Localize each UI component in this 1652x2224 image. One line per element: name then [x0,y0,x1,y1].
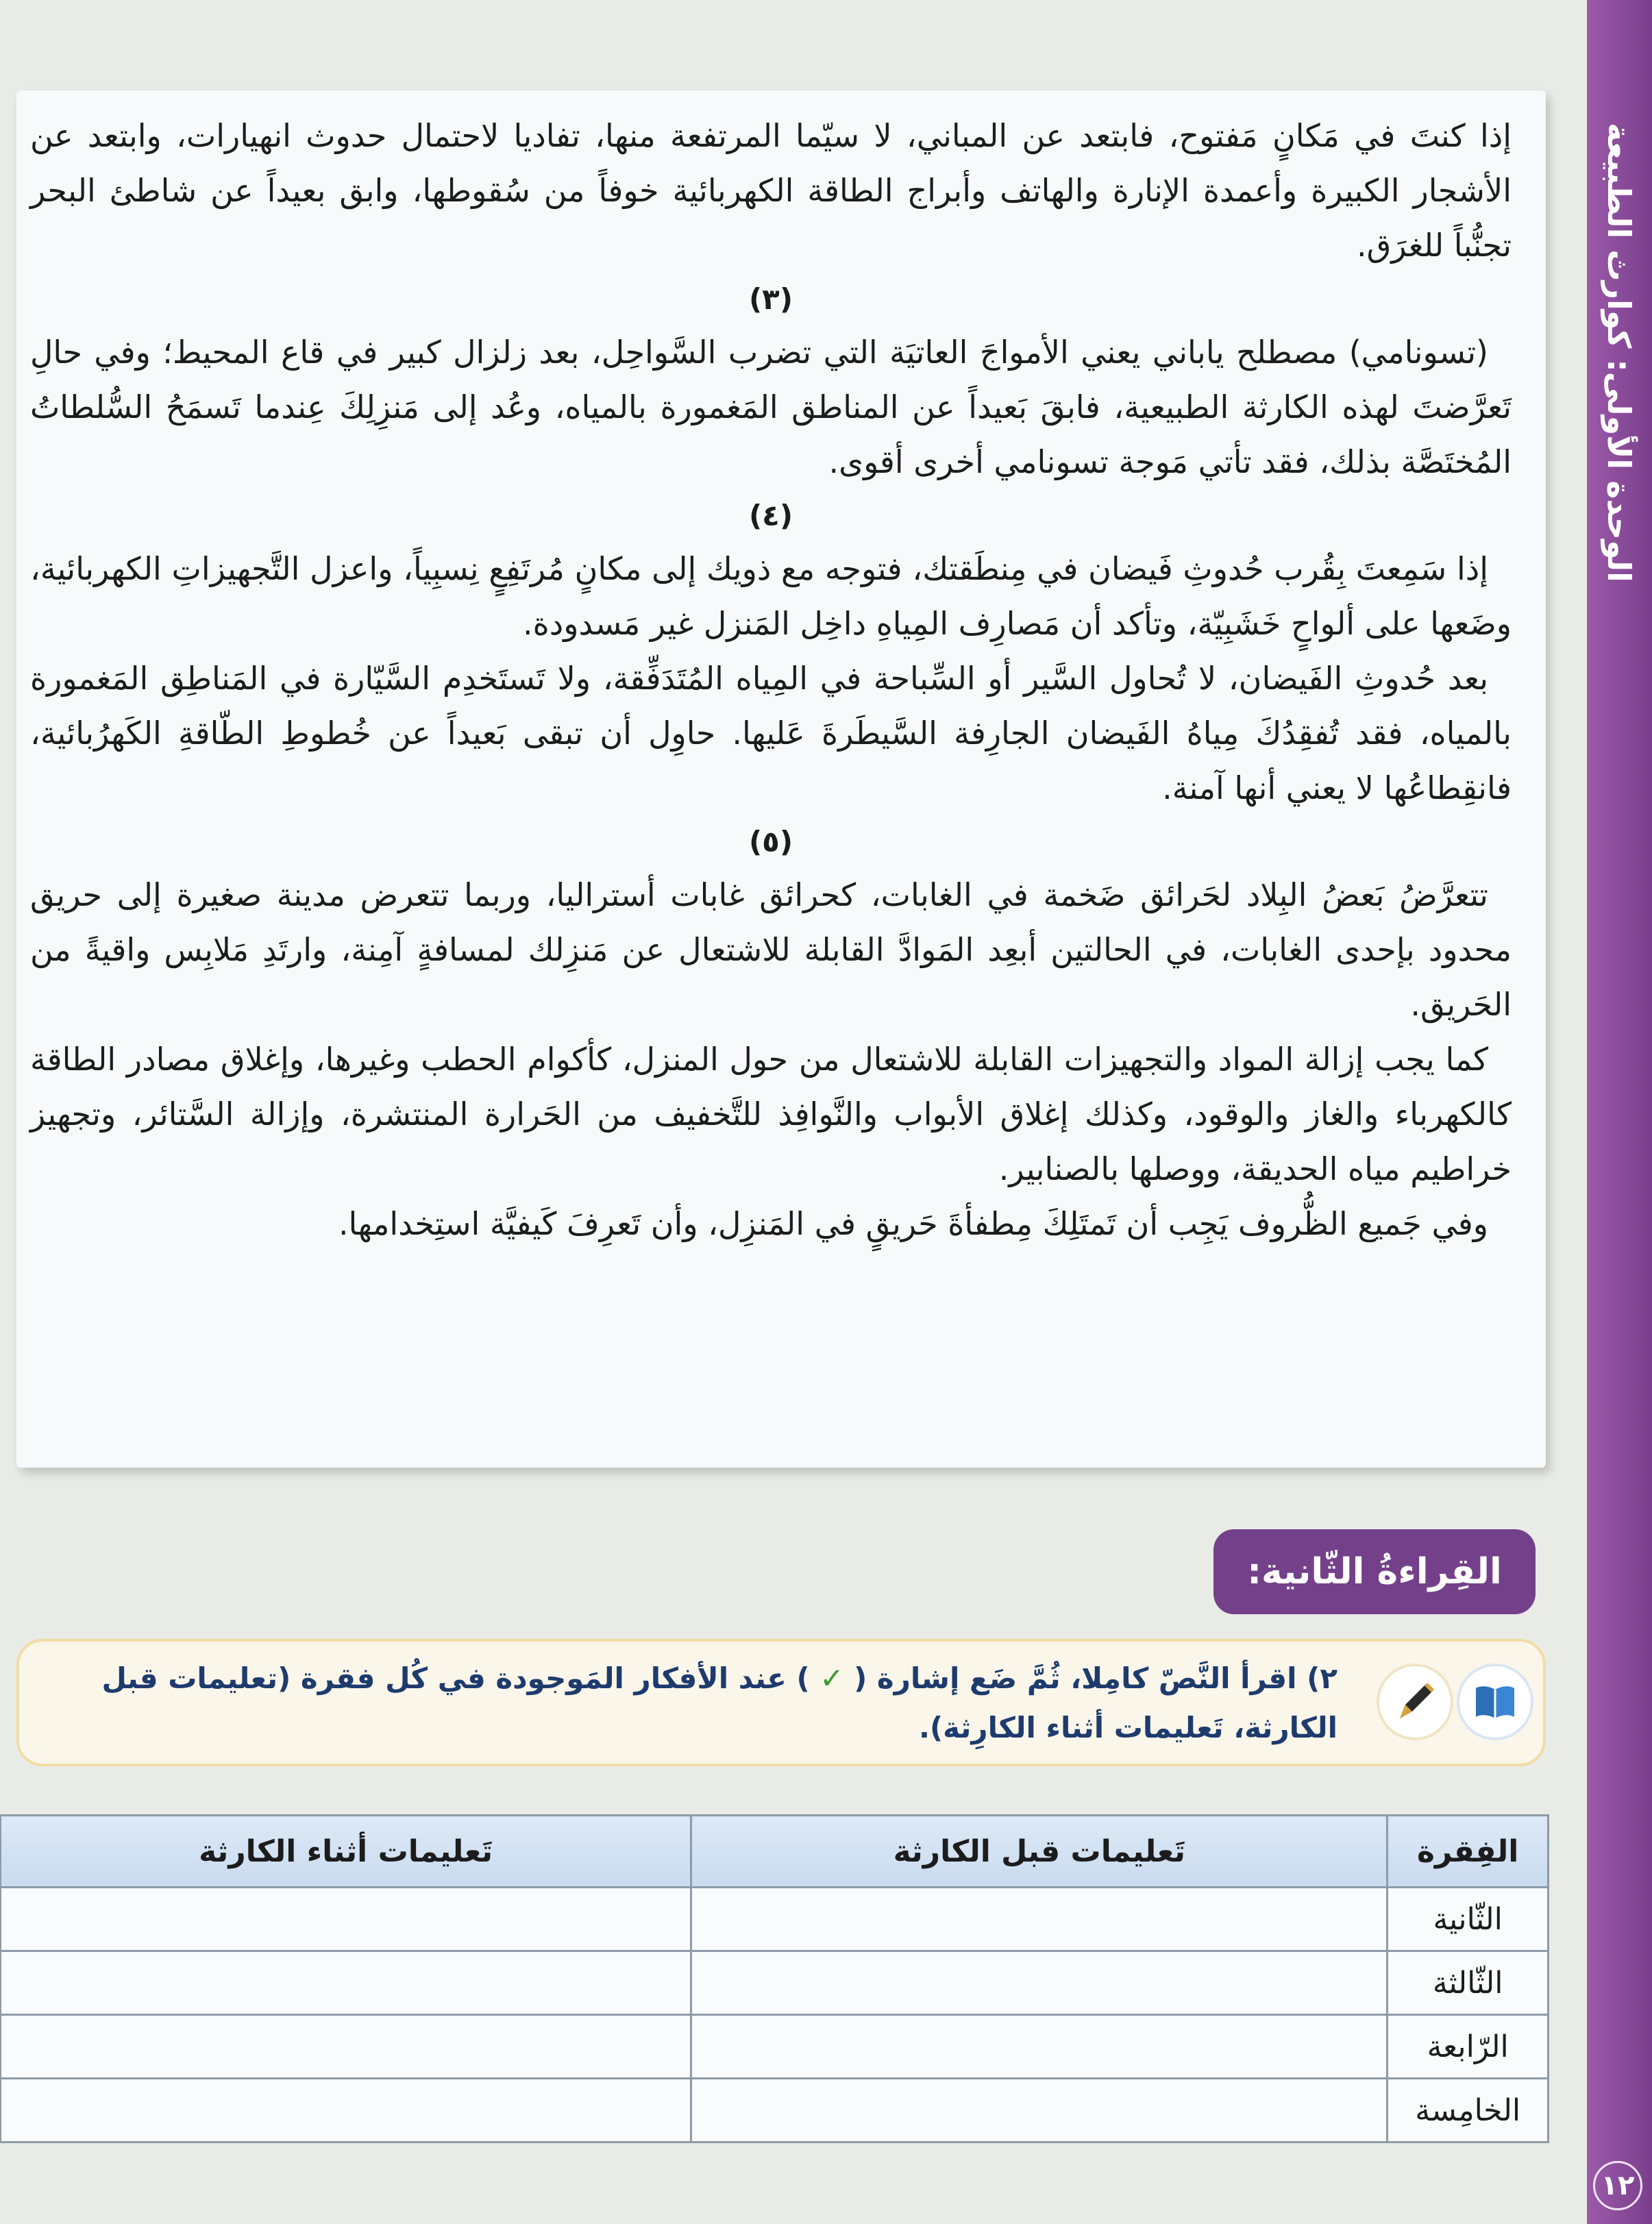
instruction-text [49,1654,1337,1753]
check-mark-icon: ✓ [819,1661,844,1695]
instruction-part-2: ) عند الأفكار المَوجودة في كُل فقرة (تعليمات قبل الكارثة، تَعليمات أثناء الكارِثة). [101,1661,1337,1744]
table-row [1,2079,1549,2142]
row-label: الثّالثة [1388,1951,1549,2015]
header-before-disaster: تَعليمات قبل الكارثة [691,1816,1388,1888]
during-cell[interactable] [1,2015,691,2079]
paragraph-tsunami: (تسونامي) مصطلح ياباني يعني الأمواجَ العاتيَة التي تضرب السَّواحِل، بعد زلزال كبير في قاع المحيط؛ وفي حالِ تَعرَّضتَ لهذه الكارثة الطبيعية، فابقَ بَعيداً عن المناطق المَغمورة بالمياه، وعُد إلى مَنزِلِكَ عِندما تَسمَحُ السُّلطاتُ المُختَصَّة بذلك، فقد تأتي مَوجة تسونامي أخرى أقوى. [30,334,1512,480]
page-number: ١٢ [1593,2161,1642,2210]
header-during-disaster: تَعليمات أثناء الكارثة [1,1816,691,1888]
table-header-row [1,1816,1549,1888]
ideas-table-grid [0,1814,1549,2143]
paragraph-flood-after: بعد حُدوثِ الفَيضان، لا تُحاول السَّير أو السِّباحة في المِياه المُتَدَفِّقة، ولا تَستَخدِم السَّيّارة في المَناطِق المَغمورة بالمياه، فقد تُفقِدُكَ مِياهُ الفَيضان الجارِفة السَّيطَرةَ عَليها. حاوِل أن تبقى بَعيداً عن خُطوطِ الطّاقةِ الكَهرُبائية، فانقِطاعُها لا يعني أنها آمنة. [30,660,1512,806]
section-heading: القِراءةُ الثّانية: [1213,1529,1536,1614]
before-cell[interactable] [691,1951,1388,2015]
table-row [1,1888,1549,1951]
side-band [1587,0,1652,2224]
row-label: الثّانية [1388,1888,1549,1951]
paragraph-flood-before: إذا سَمِعتَ بِقُرب حُدوثِ فَيضان في مِنطَقتك، فتوجه مع ذويك إلى مكانٍ مُرتَفِعٍ نِسبِياً، واعزل التَّجهيزاتِ الكهربائية، وضَعها على ألواحٍ خَشَبِيّة، وتأكد أن مَصارِف المِياهِ داخِل المَنزل غير مَسدودة. [30,550,1512,642]
book-icon [1459,1666,1531,1738]
row-label: الخامِسة [1388,2079,1549,2142]
paragraph-number-5: (٥) [748,825,793,858]
reading-card [16,90,1546,1468]
before-cell[interactable] [691,2015,1388,2079]
paragraph-open-space: إذا كنتَ في مَكانٍ مَفتوح، فابتعد عن المباني، لا سيّما المرتفعة منها، تفاديا لاحتمال حدوث انهيارات، وابتعد عن الأشجار الكبيرة وأعمدة الإنارة والهاتف وأبراج الطاقة الكهربائية خوفاً من سُقوطها، وابق بعيداً عن شاطئ البحر تجنُّباً للغرَق. [30,117,1512,264]
table-row [1,2015,1549,2079]
table-row [1,1951,1549,2015]
during-cell[interactable] [1,2079,691,2142]
paragraph-fire-prep: كما يجب إزالة المواد والتجهيزات القابلة للاشتعال من حول المنزل، كأكوام الحطب وغيرها، وإغلاق مصادر الطاقة كالكهرباء والغاز والوقود، وكذلك إغلاق الأبواب والنَّوافِذ للتَّخفيف من الحَرارة المنتشرة، وإزالة السَّتائر، وتجهيز خراطيم مياه الحديقة، ووصلها بالصنابير. [30,1041,1512,1187]
paragraph-number-4: (٤) [748,499,793,532]
paragraph-fire: تتعرَّضُ بَعضُ البِلاد لحَرائق ضَخمة في الغابات، كحرائق غابات أستراليا، وربما تتعرض مدينة صغيرة إلى حريق محدود بإحدى الغابات، في الحالتين أبعِد المَوادَّ القابلة للاشتعال عن مَنزِلك لمسافةٍ آمِنة، وارتَدِ مَلابِس واقيةً من الحَريق. [30,876,1512,1023]
instruction-part-1: ٢) اقرأ النَّصّ كامِلا، ثُمَّ ضَع إشارة ( [854,1661,1337,1695]
paragraph-number-3: (٣) [748,282,793,316]
before-cell[interactable] [691,1888,1388,1951]
during-cell[interactable] [1,1951,691,2015]
paragraph-extinguisher: وفي جَميع الظُّروف يَجِب أن تَمتَلِكَ مِطفأةَ حَريقٍ في المَنزِل، وأن تَعرِفَ كَيفيَّة استِخدامها. [338,1205,1488,1242]
before-cell[interactable] [691,2079,1388,2142]
unit-title: الوحدة الأولى: كوارث الطبيعة [1601,123,1638,582]
row-label: الرّابعة [1388,2015,1549,2079]
instruction-box [16,1639,1546,1766]
ideas-table [0,1814,1549,2143]
pen-icon [1379,1666,1451,1738]
during-cell[interactable] [1,1888,691,1951]
header-paragraph: الفِقرة [1388,1816,1549,1888]
